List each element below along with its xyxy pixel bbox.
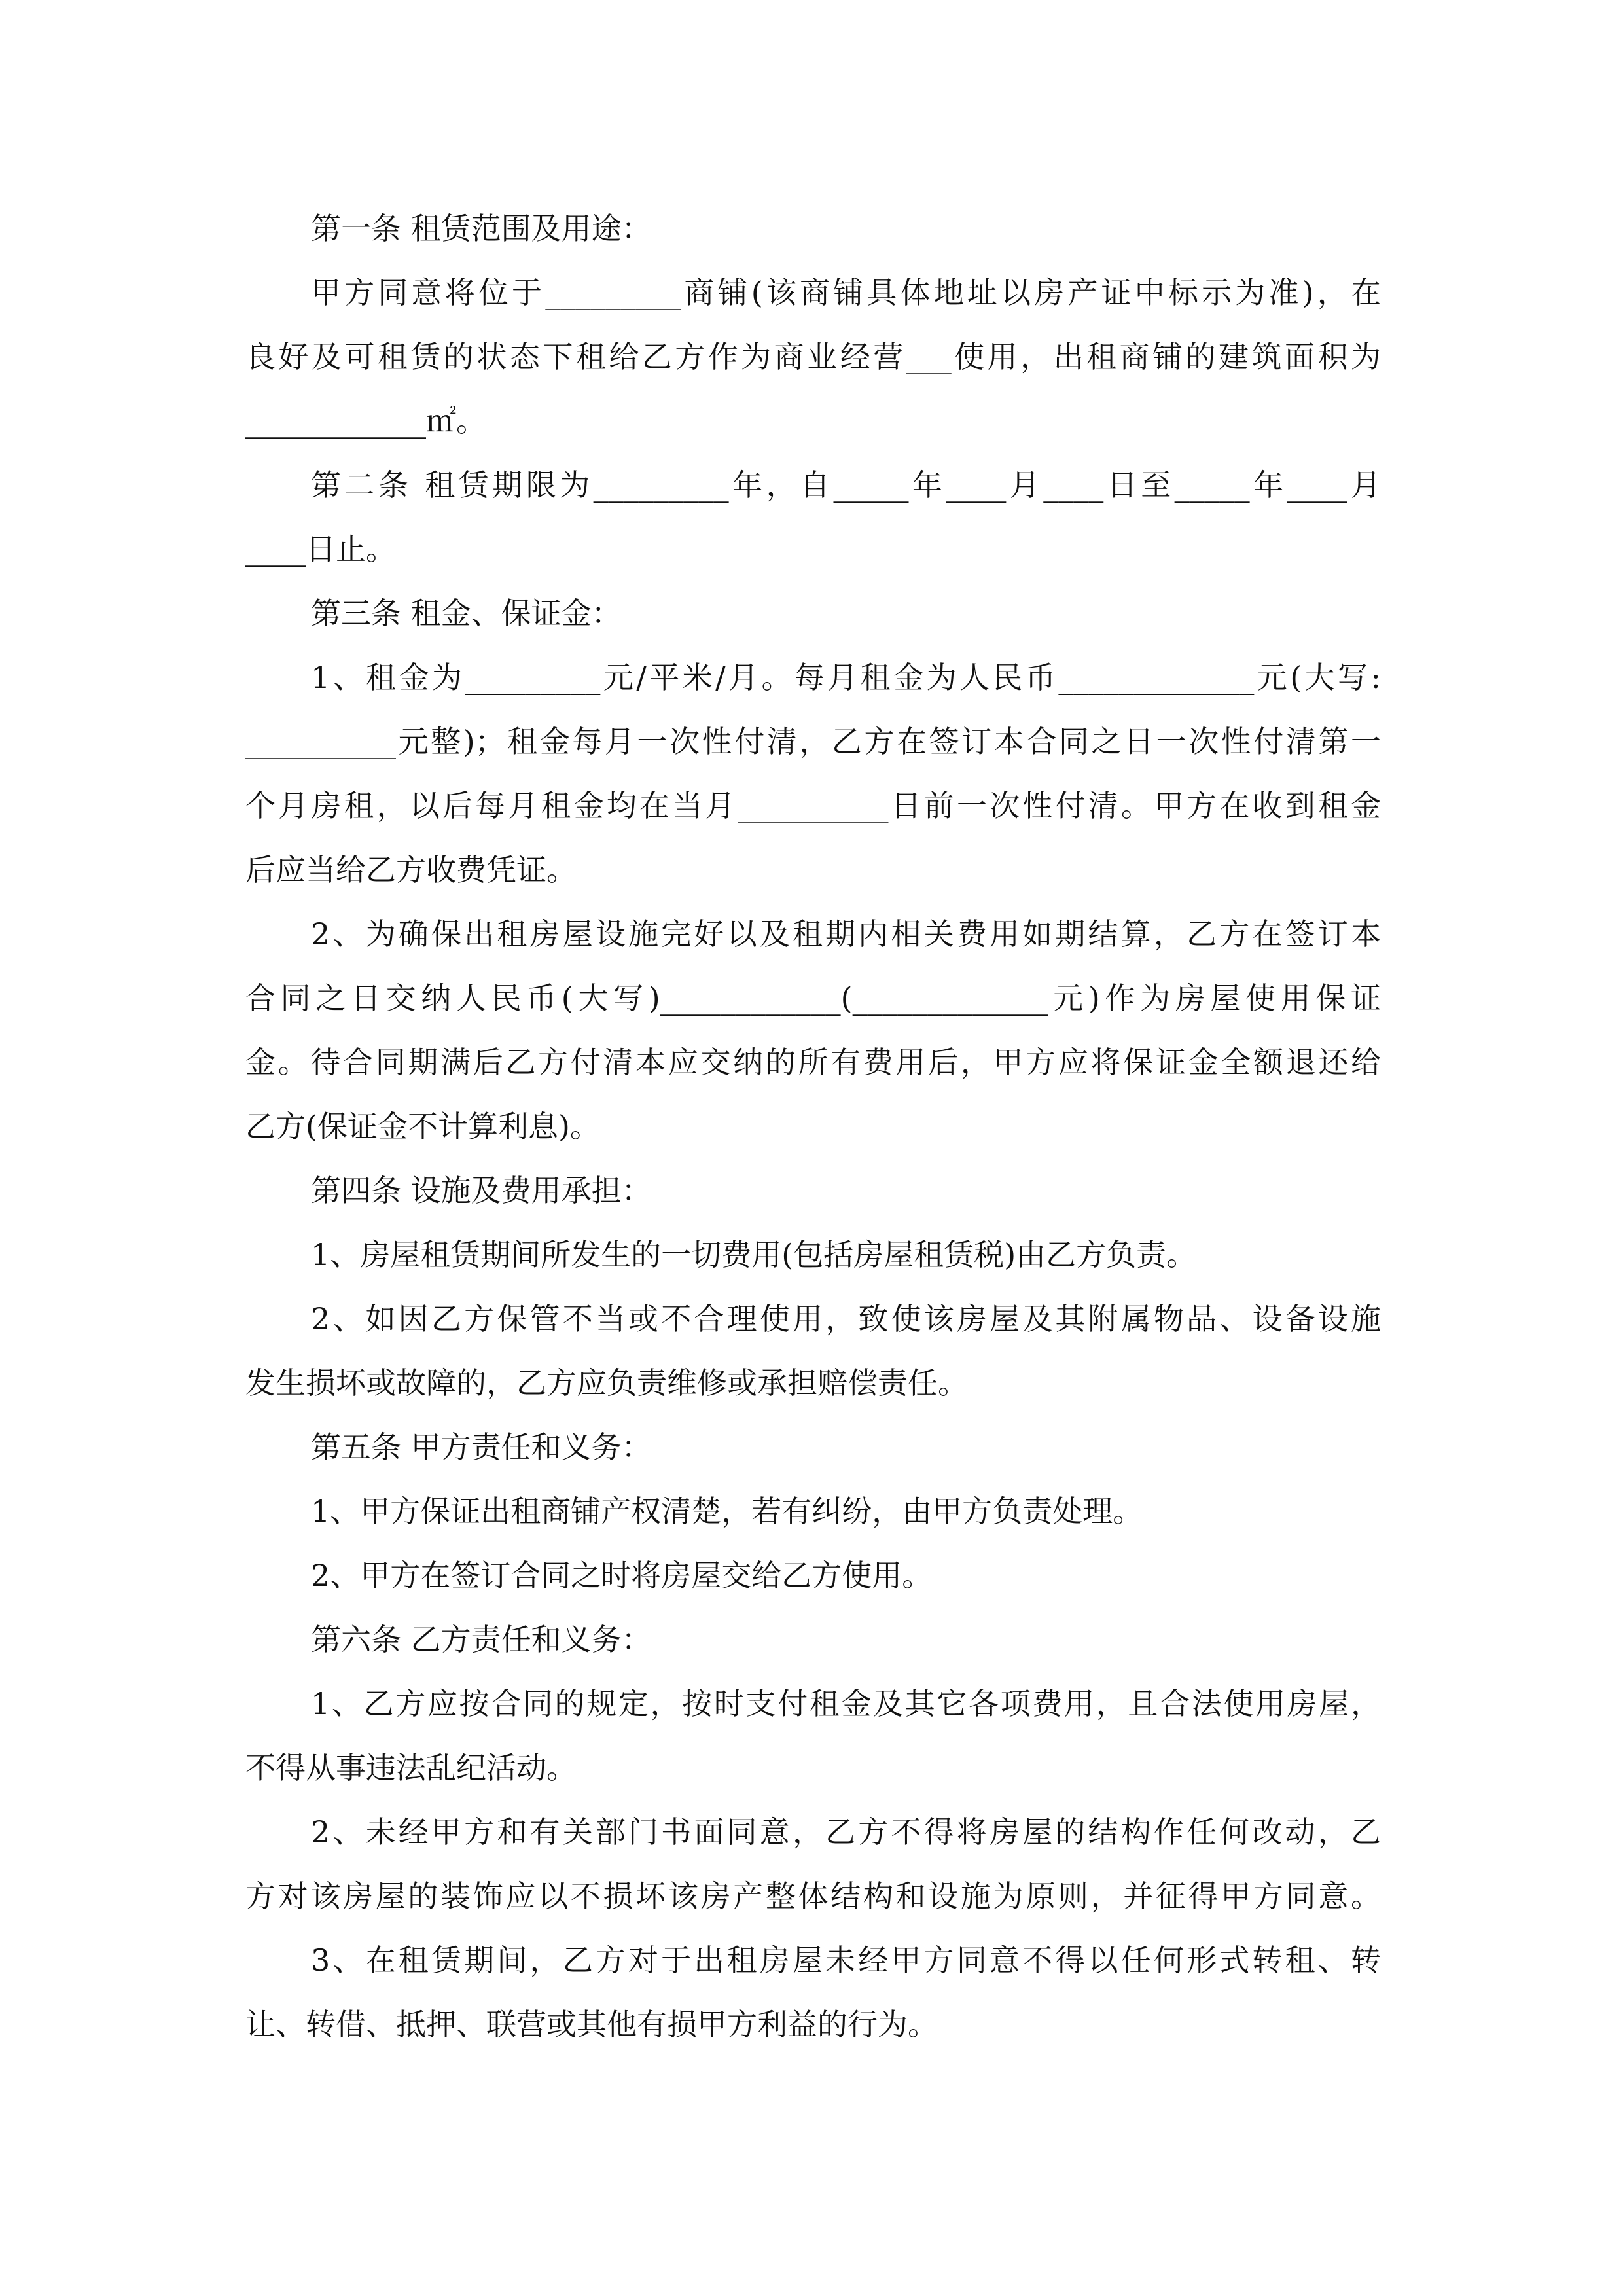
paragraph-line: 让、转借、抵押、联营或其他有损甲方利益的行为。 [245,2007,938,2042]
paragraph-line: __________元整)；租金每月一次性付清，乙方在签订本合同之日一次性付清第一 [245,724,1381,759]
paragraph-line: 1、房屋租赁期间所发生的一切费用(包括房屋租赁税)由乙方负责。 [311,1237,1197,1272]
paragraph-line: 甲方同意将位于_________商铺(该商铺具体地址以房产证中标示为准)，在 [311,275,1381,310]
paragraph-line: 金。待合同期满后乙方付清本应交纳的所有费用后，甲方应将保证金全额退还给 [245,1045,1381,1080]
article-3-heading: 第三条 租金、保证金： [311,596,622,631]
paragraph-line: 3、在租赁期间，乙方对于出租房屋未经甲方同意不得以任何形式转租、转 [311,1943,1381,1978]
paragraph-line: 2、如因乙方保管不当或不合理使用，致使该房屋及其附属物品、设备设施 [311,1301,1381,1336]
paragraph-line: 发生损坏或故障的，乙方应负责维修或承担赔偿责任。 [245,1365,968,1401]
paragraph-line: 2、未经甲方和有关部门书面同意，乙方不得将房屋的结构作任何改动，乙 [311,1814,1381,1850]
article-5-heading: 第五条 甲方责任和义务： [311,1429,652,1465]
paragraph-line: 合同之日交纳人民币(大写)____________(_____________元)作为房屋使用保证 [245,980,1381,1016]
paragraph-line: 1、租金为_________元/平米/月。每月租金为人民币_____________元(大写: [311,660,1381,695]
paragraph-line: 良好及可租赁的状态下租给乙方作为商业经营___使用，出租商铺的建筑面积为 [245,339,1381,374]
paragraph-line: ____日止。 [245,531,396,567]
paragraph-line: 不得从事违法乱纪活动。 [245,1750,577,1785]
paragraph-line: ____________㎡。 [245,403,486,439]
paragraph-line: 方对该房屋的装饰应以不损坏该房产整体结构和设施为原则，并征得甲方同意。 [245,1878,1381,1914]
article-1-heading: 第一条 租赁范围及用途： [311,211,652,246]
article-2-heading: 第二条 租赁期限为_________年，自_____年____月____日至_____年____月 [311,467,1381,503]
paragraph-line: 2、为确保出租房屋设施完好以及租期内相关费用如期结算，乙方在签订本 [311,916,1381,952]
paragraph-line: 乙方(保证金不计算利息)。 [245,1109,600,1144]
paragraph-line: 后应当给乙方收费凭证。 [245,852,577,888]
paragraph-line: 2、甲方在签订合同之时将房屋交给乙方使用。 [311,1558,933,1593]
document-page [245,196,1381,2056]
paragraph-line: 个月房租，以后每月租金均在当月__________日前一次性付清。甲方在收到租金 [245,788,1381,823]
paragraph-line: 1、乙方应按合同的规定，按时支付租金及其它各项费用，且合法使用房屋， [311,1686,1381,1721]
article-6-heading: 第六条 乙方责任和义务： [311,1622,652,1657]
article-4-heading: 第四条 设施及费用承担： [311,1173,652,1208]
paragraph-line: 1、甲方保证出租商铺产权清楚，若有纠纷，由甲方负责处理。 [311,1494,1143,1529]
